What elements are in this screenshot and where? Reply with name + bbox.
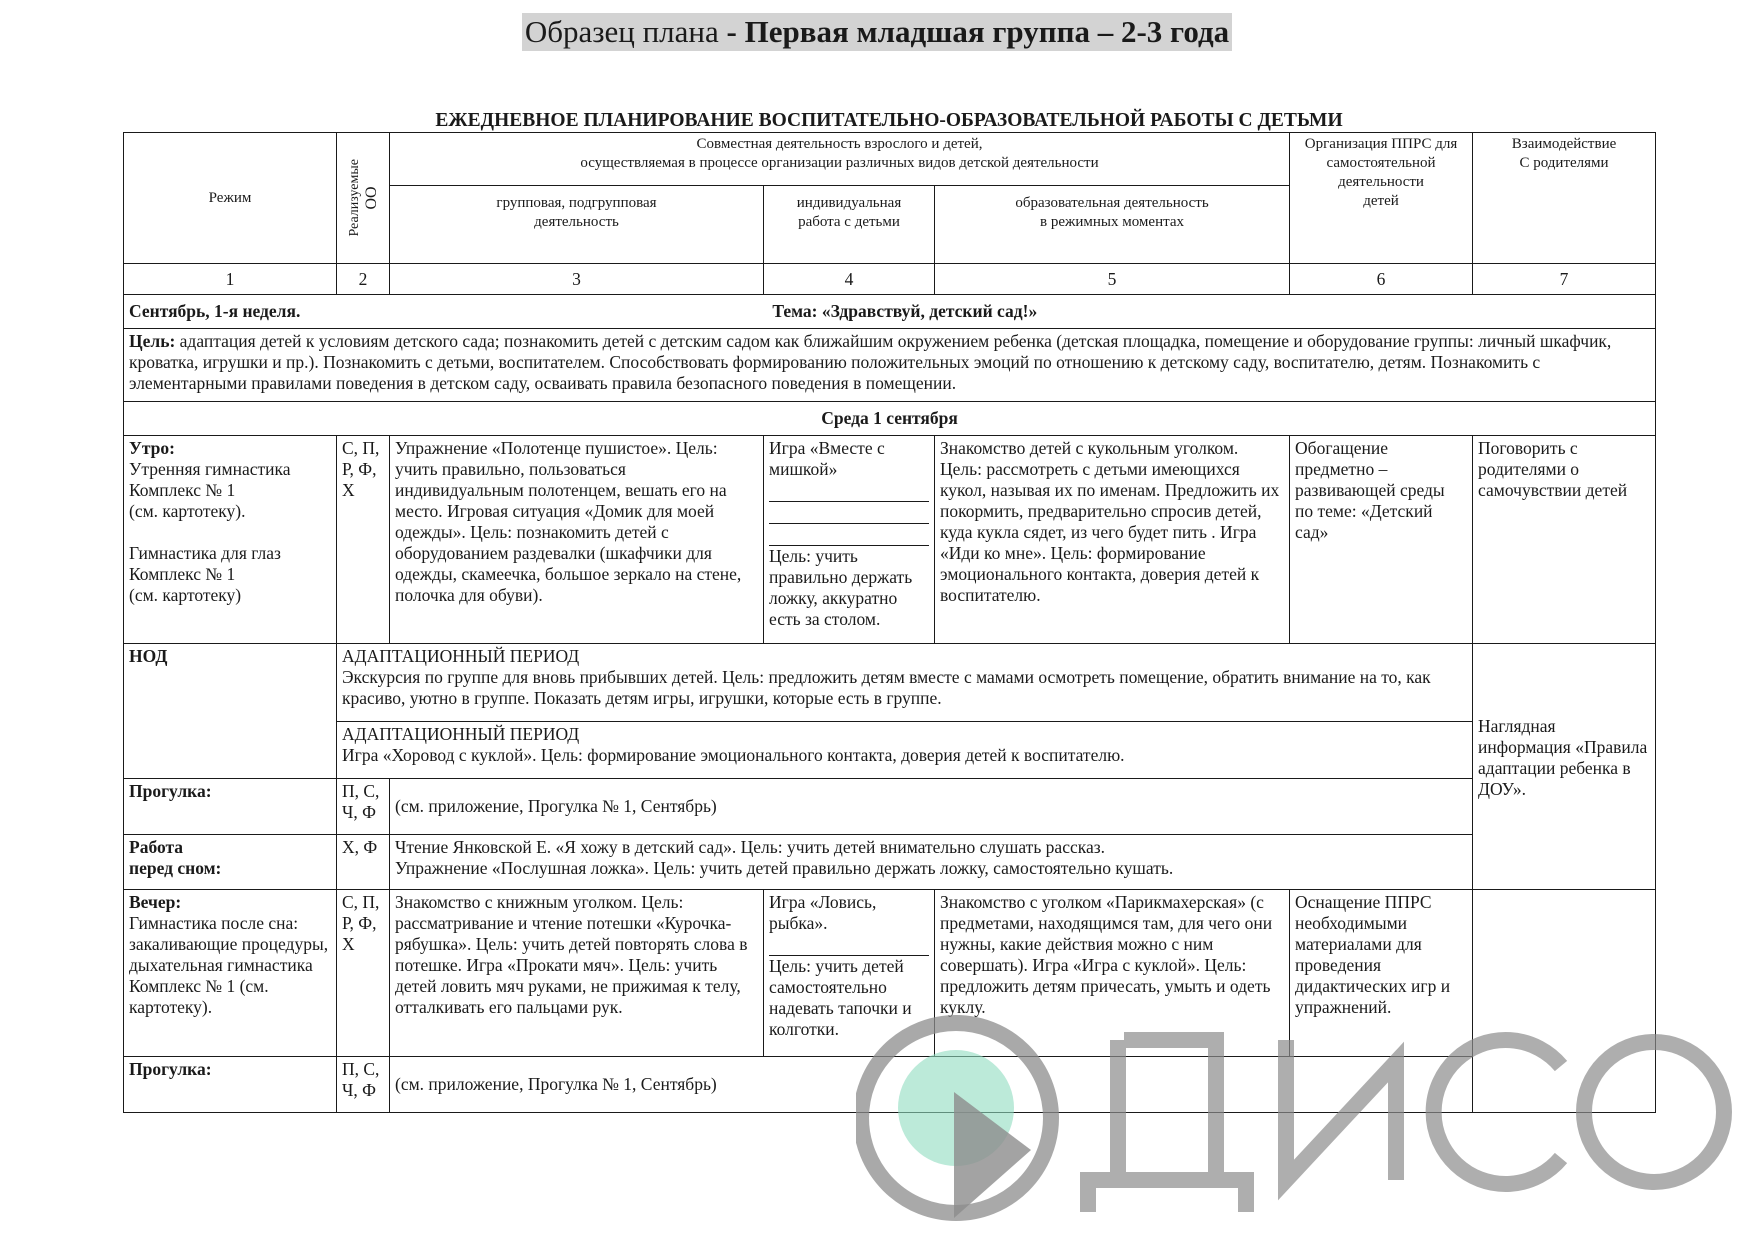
evening-row xyxy=(124,890,1656,1057)
sleep-label xyxy=(124,834,337,890)
header-group xyxy=(390,185,764,264)
morning-row xyxy=(124,436,1656,643)
nod-block-1-text: Экскурсия по группе для вновь прибывших детей. Цель: предложить детям вместе с мамами осмотреть помещение, обратить внимание на то, как красиво, уютно в группе. Показать детям игры, игрушки, которые есть в группе. xyxy=(342,666,1431,708)
page-title xyxy=(0,13,1754,51)
header-parents-2: С родителями xyxy=(1519,155,1609,171)
morning-regime xyxy=(124,436,337,643)
goal-text: адаптация детей к условиям детского сада; познакомить детей с детским садом как ближайшим окружением ребенка (детская площадка, помещение и оборудование группы: личный шкафчик, кроватка, игрушки и пр.). Познакомить с детьми, воспитателем. Способствовать формированию положительных эмоций по отношению к детскому саду, воспитателю, детям. Познакомить с элементарными правилами поведения в детском саду, осваивать правила безопасного поведения в помещении. xyxy=(129,331,1612,394)
morning-edu: Знакомство детей с кукольным уголком. Цель: рассмотреть с детьми имеющихся кукол, называя их по именам. Предложить их покормить, предварительно спросив детей, куда кукла сядет, из чего будет пить . Игра «Иди ко мне». Цель: формирование эмоционального контакта, доверия детей к воспитателю. xyxy=(935,436,1290,643)
header-edu-1: образовательная деятельность xyxy=(1015,194,1209,211)
nod-label: НОД xyxy=(124,643,337,779)
walk2-text: (см. приложение, Прогулка № 1, Сентябрь) xyxy=(390,1057,1473,1113)
goal-label: Цель: xyxy=(129,331,176,352)
col-number-3: 3 xyxy=(390,264,764,294)
evening-regime-text: Гимнастика после сна: закаливающие процедуры, дыхательная гимнастика Комплекс № 1 (см. картотеку). xyxy=(129,913,329,1018)
week-row xyxy=(124,294,1656,328)
title-main: - Первая младшая группа – 2-3 года xyxy=(718,14,1230,49)
col-number-1: 1 xyxy=(124,264,337,294)
blank-line xyxy=(769,934,929,956)
blank-line xyxy=(769,502,929,524)
header-parents xyxy=(1473,133,1656,264)
week-topic: Тема: «Здравствуй, детский сад!» xyxy=(772,300,1038,321)
morning-regime-5: Комплекс № 1 xyxy=(129,564,236,585)
walk1-text: (см. приложение, Прогулка № 1, Сентябрь) xyxy=(390,779,1473,835)
header-org-3: деятельности xyxy=(1338,174,1424,190)
parents-info: Наглядная информация «Правила адаптации ребенка в ДОУ». xyxy=(1473,643,1656,890)
blank-line xyxy=(769,524,929,546)
col-number-6: 6 xyxy=(1290,264,1473,294)
header-org-1: Организация ППРС для xyxy=(1304,136,1458,152)
sleep-oo: Х, Ф xyxy=(337,834,390,890)
col-number-2: 2 xyxy=(337,264,390,294)
table-caption: ЕЖЕДНЕВНОЕ ПЛАНИРОВАНИЕ ВОСПИТАТЕЛЬНО-ОБРАЗОВАТЕЛЬНОЙ РАБОТЫ С ДЕТЬМИ xyxy=(435,110,1343,131)
blank-line xyxy=(769,480,929,502)
header-joint-1: Совместная деятельность взрослого и детей, xyxy=(696,136,983,152)
column-numbers-row xyxy=(124,264,1656,294)
morning-individual xyxy=(764,436,935,643)
goal-row xyxy=(124,329,1656,402)
nod-block-2-title: АДАПТАЦИОННЫЙ ПЕРИОД xyxy=(342,723,580,744)
morning-group: Упражнение «Полотенце пушистое». Цель: учить правильно, пользоваться индивидуальным полотенцем, вешать его на место. Игровая ситуация «Домик для моей одежды». Цель: познакомить детей с оборудованием раздевалки (шкафчики для одежды, скамеечка, большое зеркало на стене, полочка для обуви). xyxy=(390,436,764,643)
evening-oo: С, П, Р, Ф, Х xyxy=(337,890,390,1057)
morning-regime-2: Комплекс № 1 xyxy=(129,480,236,501)
plan-table xyxy=(123,132,1656,1113)
morning-parents: Поговорить с родителями о самочувствии детей xyxy=(1473,436,1656,643)
nod-row-2 xyxy=(124,721,1656,779)
nod-block-2 xyxy=(337,721,1473,779)
header-org-2: самостоятельной xyxy=(1326,155,1436,171)
header-individual xyxy=(764,185,935,264)
header-individual-1: индивидуальная xyxy=(796,194,902,211)
header-joint xyxy=(390,133,1290,186)
evening-regime xyxy=(124,890,337,1057)
evening-edu: Знакомство с уголком «Парикмахерская» (с предметами, находящимся там, для чего они нужны, какие действия можно с ним совершать). Игра «Игра с куклой». Цель: предложить детям причесать, умыть и одеть куклу. xyxy=(935,890,1290,1057)
evening-label: Вечер: xyxy=(129,892,182,913)
morning-org: Обогащение предметно – развивающей среды по теме: «Детский сад» xyxy=(1290,436,1473,643)
evening-parents xyxy=(1473,890,1656,1057)
morning-regime-1: Утренняя гимнастика xyxy=(129,459,291,480)
header-group-1: групповая, подгрупповая xyxy=(496,194,657,211)
nod-block-2-text: Игра «Хоровод с куклой». Цель: формирование эмоционального контакта, доверия детей к воспитателю. xyxy=(342,744,1125,765)
header-parents-1: Взаимодействие xyxy=(1511,136,1617,152)
header-regime: Режим xyxy=(124,133,337,264)
header-realized-1: Реализуемые xyxy=(347,159,362,237)
nod-block-1-title: АДАПТАЦИОННЫЙ ПЕРИОД xyxy=(342,645,580,666)
morning-label: Утро: xyxy=(129,438,175,459)
walk1-label: Прогулка: xyxy=(124,779,337,835)
header-realized-2: ОО xyxy=(363,186,380,210)
nod-row-1 xyxy=(124,643,1656,721)
evening-individual-title: Игра «Ловись, рыбка». xyxy=(769,892,877,934)
header-org-4: детей xyxy=(1363,193,1399,209)
header-group-2: деятельность xyxy=(534,213,619,230)
week-label: Сентябрь, 1-я неделя. xyxy=(129,300,301,321)
morning-oo: С, П, Р, Ф, Х xyxy=(337,436,390,643)
nod-block-1 xyxy=(337,643,1473,721)
header-edu xyxy=(935,185,1290,264)
header-individual-2: работа с детьми xyxy=(798,213,900,230)
morning-individual-goal: Цель: учить правильно держать ложку, аккуратно есть за столом. xyxy=(769,546,913,630)
sleep-label-1: Работа xyxy=(129,836,184,857)
header-org xyxy=(1290,133,1473,264)
evening-group: Знакомство с книжным уголком. Цель: рассматривание и чтение потешки «Курочка-рябушка». Цель: учить детей повторять слова в потешке. Игра «Прокати мяч». Цель: учить детей ловить мяч руками, не прижимая к телу, отталкивать его пальцами рук. xyxy=(390,890,764,1057)
evening-individual-goal: Цель: учить детей самостоятельно надевать тапочки и колготки. xyxy=(769,956,912,1040)
walk-row-2 xyxy=(124,1057,1656,1113)
title-prefix: Образец плана xyxy=(524,14,719,49)
evening-org: Оснащение ППРС необходимыми материалами для проведения дидактических игр и упражнений. xyxy=(1290,890,1473,1057)
goal-cell xyxy=(124,329,1656,402)
morning-individual-title: Игра «Вместе с мишкой» xyxy=(769,438,885,480)
page-title-box xyxy=(522,13,1232,51)
morning-regime-spacer xyxy=(129,522,331,543)
evening-individual xyxy=(764,890,935,1057)
sleep-text-1: Чтение Янковской Е. «Я хожу в детский сад». Цель: учить детей внимательно слушать рассказ. xyxy=(395,836,1106,857)
sleep-text xyxy=(390,834,1473,890)
morning-regime-3: (см. картотеку). xyxy=(129,501,246,522)
header-row-1 xyxy=(124,133,1656,186)
walk2-oo: П, С, Ч, Ф xyxy=(337,1057,390,1113)
day-title: Среда 1 сентября xyxy=(124,401,1656,435)
walk2-parents xyxy=(1473,1057,1656,1113)
morning-regime-6: (см. картотеку) xyxy=(129,585,242,606)
walk1-oo: П, С, Ч, Ф xyxy=(337,779,390,835)
day-row xyxy=(124,401,1656,435)
col-number-7: 7 xyxy=(1473,264,1656,294)
header-realized xyxy=(337,133,390,264)
morning-regime-4: Гимнастика для глаз xyxy=(129,543,281,564)
sleep-text-2: Упражнение «Послушная ложка». Цель: учить детей правильно держать ложку, самостоятельно кушать. xyxy=(395,857,1174,878)
col-number-4: 4 xyxy=(764,264,935,294)
walk-row-1 xyxy=(124,779,1656,835)
header-edu-2: в режимных моментах xyxy=(1040,213,1185,230)
sleep-label-2: перед сном: xyxy=(129,857,222,878)
walk2-label: Прогулка: xyxy=(124,1057,337,1113)
header-joint-2: осуществляемая в процессе организации различных видов детской деятельности xyxy=(580,155,1099,171)
col-number-5: 5 xyxy=(935,264,1290,294)
sleep-row xyxy=(124,834,1656,890)
week-cell xyxy=(124,294,1656,328)
